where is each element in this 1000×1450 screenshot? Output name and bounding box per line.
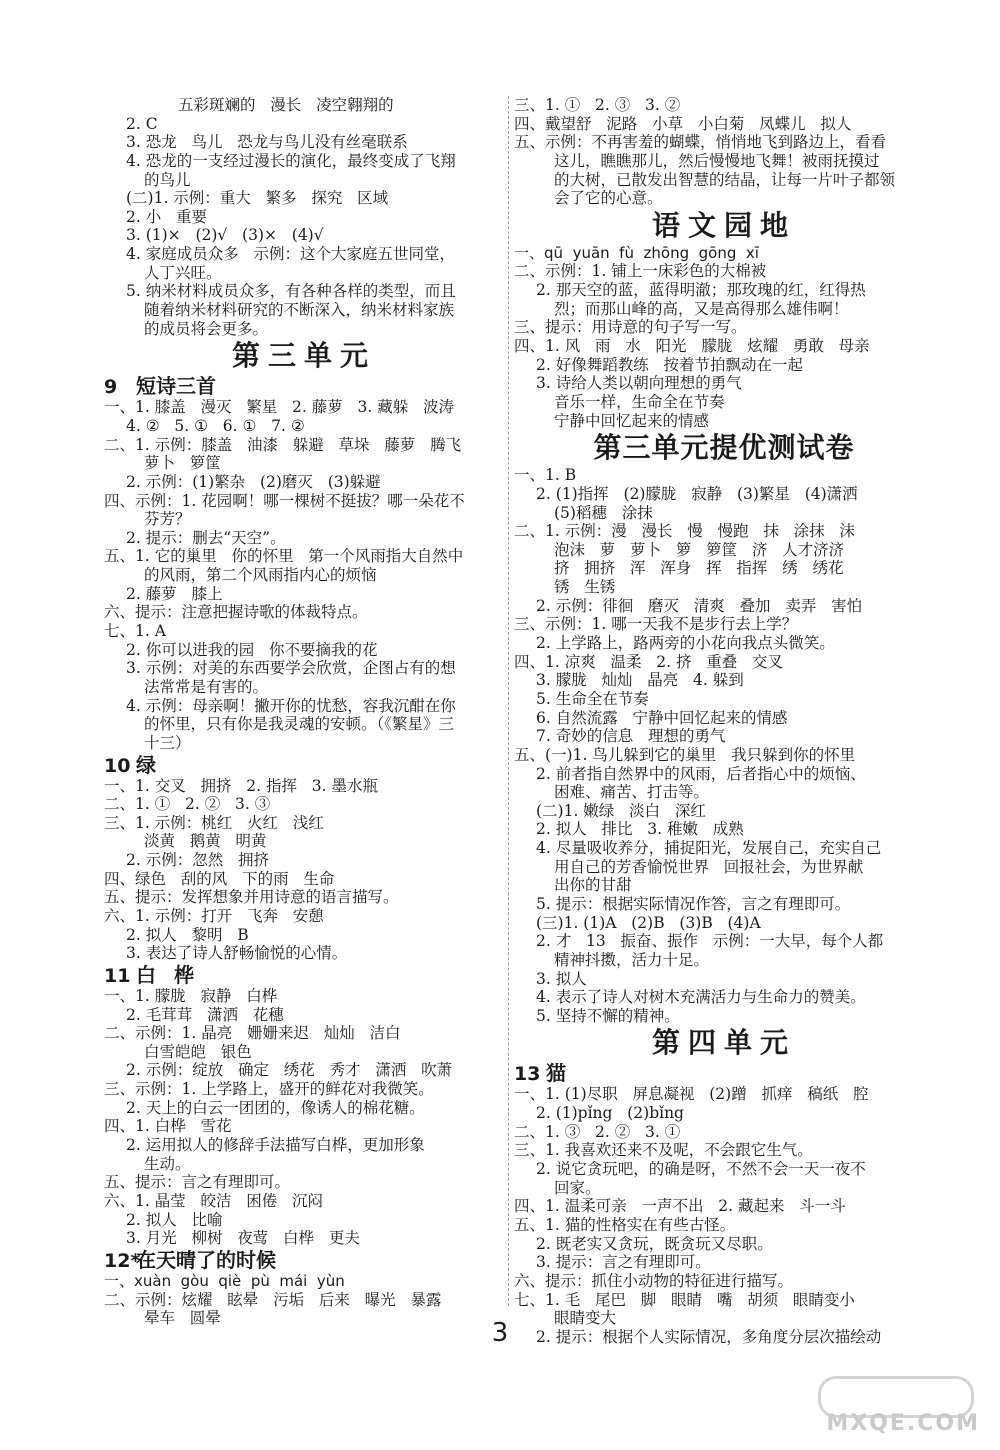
watermark-logo xyxy=(810,1376,980,1436)
answer-line: 三、提示：用诗意的句子写一写。 xyxy=(514,318,747,337)
answer-line: 锈 生锈 xyxy=(554,578,616,597)
section-heading: 第三单元 xyxy=(231,339,376,373)
answer-line: (5)稻穗 涂抹 xyxy=(554,503,653,522)
answer-line: 6. 自然流露 宁静中回忆起来的情感 xyxy=(536,708,788,727)
answer-line: 2. 既老实又贪玩，既贪玩又尽职。 xyxy=(536,1234,773,1253)
pinyin-answer-line: 一、xuàn gòu qiè pù mái yùn xyxy=(104,1271,345,1290)
lesson-number: 9 xyxy=(104,376,118,399)
answer-line: 2. 小 重要 xyxy=(126,207,207,226)
answer-line: 5. 坚持不懈的精神。 xyxy=(536,1006,680,1025)
lesson-title: 绿 xyxy=(136,752,156,777)
section-heading: 语文园地 xyxy=(651,208,796,242)
lesson-number: 13 xyxy=(514,1063,541,1086)
answer-line: 4. 家庭成员众多 示例：这个大家庭五世同堂， xyxy=(126,245,455,264)
answer-line: 出你的甘甜 xyxy=(554,876,632,895)
answer-line: 六、提示：注意把握诗歌的体裁特点。 xyxy=(104,603,368,622)
answer-line: 2. 前者指自然界中的风雨，后者指心中的烦恼、 xyxy=(536,764,866,783)
lesson-heading xyxy=(104,963,504,987)
lesson-title: 白桦 xyxy=(136,962,212,987)
answer-line: 用自己的芳香愉悦世界 回报社会，为世界献 xyxy=(554,857,864,876)
answer-line: 四、1. 白桦 雪花 xyxy=(104,1117,232,1136)
answer-line: 2. 示例：绽放 确定 绣花 秀才 潇洒 吹萧 xyxy=(126,1061,453,1080)
answer-line: 四、示例：1. 花园啊！哪一棵树不挺拔？哪一朵花不 xyxy=(104,491,465,510)
page-number: 3 xyxy=(491,1318,509,1348)
answer-line: 一、1. 膝盖 漫灭 繁星 2. 藤萝 3. 藏躲 波涛 xyxy=(104,398,455,417)
answer-line: 2. (1)pǐng (2)bǐng xyxy=(536,1104,684,1123)
answer-line: 3. 诗给人类以朝向理想的勇气 xyxy=(536,374,742,393)
answer-line: 2. 上学路上，路两旁的小花向我点头微笑。 xyxy=(536,634,835,653)
lesson-heading xyxy=(104,1248,504,1272)
answer-line: 挤 拥挤 浑 浑身 挥 指挥 绣 绣花 xyxy=(554,559,844,578)
answer-line: 2. (1)指挥 (2)朦胧 寂静 (3)繁星 (4)潇洒 xyxy=(536,484,858,503)
answer-line: 二、示例：1. 铺上一床彩色的大棉被 xyxy=(514,262,767,281)
answer-line: 四、1. 凉爽 温柔 2. 挤 重叠 交叉 xyxy=(514,652,784,671)
answer-line: 烈；而那山峰的高，又是高得那么雄伟啊！ xyxy=(554,299,849,318)
lesson-title: 在天晴了的时候 xyxy=(136,1247,276,1272)
answer-line: 7. 奇妙的信息 理想的勇气 xyxy=(536,727,726,746)
answer-line: 三、1. ① 2. ③ 3. ② xyxy=(514,96,681,114)
answer-line: 的成员将会更多。 xyxy=(144,319,269,338)
answer-line: 五、(一)1. 鸟儿躲到它的巢里 我只躲到你的怀里 xyxy=(514,745,856,764)
answer-line: 生动。 xyxy=(144,1154,191,1173)
answer-line: 5. 提示：根据实际情况作答，言之有理即可。 xyxy=(536,894,851,913)
answer-line: 的鸟儿 xyxy=(144,170,191,189)
answer-line: 2. 拟人 比喻 xyxy=(126,1210,223,1229)
answer-line: 2. 示例：(1)繁杂 (2)磨灭 (3)躲避 xyxy=(126,472,381,491)
answer-line: 萝卜 箩筐 xyxy=(144,454,221,473)
answer-line: 二、1. ③ 2. ② 3. ① xyxy=(514,1122,681,1141)
answer-line: 白雪皑皑 银色 xyxy=(144,1042,252,1061)
answer-line: 会了它的心意。 xyxy=(554,189,663,208)
answer-line: 二、1. 示例：膝盖 油漆 躲避 草垛 藤萝 腾飞 xyxy=(104,435,462,454)
lesson-heading xyxy=(104,374,504,398)
right-column xyxy=(514,96,934,1346)
lesson-heading xyxy=(514,1061,934,1085)
answer-line: 眼睛变大 xyxy=(554,1309,617,1328)
answer-line: 2. 提示：根据个人实际情况，多角度分层次描绘动 xyxy=(536,1327,882,1346)
lesson-number: 12* xyxy=(104,1249,141,1272)
answer-line: 七、1. 毛 尾巴 脚 眼睛 嘴 胡须 眼睛变小 xyxy=(514,1290,855,1309)
answer-line: 2. 拟人 排比 3. 稚嫩 成熟 xyxy=(536,820,744,839)
answer-line: 四、1. 风 雨 水 阳光 朦胧 炫耀 勇敢 母亲 xyxy=(514,337,870,356)
answer-line: 2. 才 13 振奋、振作 示例：一大早，每个人都 xyxy=(536,932,884,951)
answer-line: 音乐一样，生命全在节奏 xyxy=(554,392,725,411)
answer-line: 一、1. 交叉 拥挤 2. 指挥 3. 墨水瓶 xyxy=(104,776,378,795)
answer-line: 2. 示例：忽然 拥挤 xyxy=(126,851,269,870)
left-column xyxy=(104,96,504,1328)
answer-line: 2. 毛茸茸 潇洒 花穗 xyxy=(126,1005,284,1024)
section-heading: 第四单元 xyxy=(651,1026,796,1060)
answer-line: 三、1. 我喜欢还来不及呢，不会跟它生气。 xyxy=(514,1141,813,1160)
answer-line: 随着纳米材料研究的不断深入，纳米材料家族 xyxy=(144,301,455,320)
answer-line: 困难、痛苦、打击等。 xyxy=(554,783,710,802)
answer-line: 一、1. B xyxy=(514,466,577,485)
answer-line: 七、1. A xyxy=(104,622,166,641)
answer-line: 3. (1)× (2)√ (3)× (4)√ xyxy=(126,226,324,245)
answer-line: 2. 运用拟人的修辞手法描写白桦，更加形象 xyxy=(126,1136,425,1155)
column-divider xyxy=(508,96,509,1306)
answer-line: 2. 藤萝 膝上 xyxy=(126,584,223,603)
answer-line: 法常常是有害的。 xyxy=(144,677,269,696)
answer-line: 这儿，瞧瞧那儿，然后慢慢地飞舞！被雨抚摸过 xyxy=(554,151,880,170)
answer-line: 5. 生命全在节奏 xyxy=(536,689,649,708)
answer-line: 2. 天上的白云一团团的，像诱人的棉花糖。 xyxy=(126,1098,425,1117)
answer-line: 淡黄 鹅黄 明黄 xyxy=(144,832,267,851)
answer-line: 2. 那天空的蓝，蓝得明澈；那玫瑰的红，红得热 xyxy=(536,281,866,300)
answer-line: 五彩斑斓的 漫长 凌空翱翔的 xyxy=(178,96,394,114)
answer-line: (二)1. 嫩绿 淡白 深红 xyxy=(536,801,706,820)
answer-line: 三、示例：1. 上学路上，盛开的鲜花对我微笑。 xyxy=(104,1080,434,1099)
answer-line: 2. 好像舞蹈教练 按着节拍飘动在一起 xyxy=(536,355,803,374)
answer-line: 二、示例：1. 晶亮 姗姗来迟 灿灿 洁白 xyxy=(104,1024,401,1043)
answer-line: 的风雨，第二个风雨指内心的烦恼 xyxy=(144,566,377,585)
answer-line: 4. 恐龙的一支经过漫长的演化，最终变成了飞翔 xyxy=(126,151,456,170)
answer-line: 3. 表达了诗人舒畅愉悦的心情。 xyxy=(126,944,348,963)
answer-line: 二、1. 示例：漫 漫长 慢 慢跑 抹 涂抹 沫 xyxy=(514,522,855,541)
answer-line: 5. 纳米材料成员众多，有各种各样的类型，而且 xyxy=(126,282,456,301)
answer-line: 2. 你可以进我的园 你不要摘我的花 xyxy=(126,640,378,659)
answer-line: (二)1. 示例：重大 繁多 探究 区域 xyxy=(126,189,389,208)
pinyin-answer-line: 一、qū yuān fù zhōng gōng xī xyxy=(514,243,759,262)
answer-line: 二、示例：炫耀 眩晕 污垢 后来 曝光 暴露 xyxy=(104,1290,442,1309)
answer-line: 十三） xyxy=(144,733,191,752)
answer-line: 六、提示：抓住小动物的特征进行描写。 xyxy=(514,1271,794,1290)
answer-line: 人丁兴旺。 xyxy=(144,263,222,282)
answer-line: 三、示例：1. 哪一天我不是步行去上学？ xyxy=(514,615,798,634)
answer-line: 的大树，已散发出智慧的结晶，让每一片叶子都领 xyxy=(554,170,896,189)
answer-line: 3. 示例：对美的东西要学会欣赏，企图占有的想 xyxy=(126,659,456,678)
answer-line: 四、戴望舒 泥路 小草 小白菊 凤蝶儿 拟人 xyxy=(514,114,852,133)
lesson-title: 猫 xyxy=(546,1061,566,1086)
answer-line: 二、1. ① 2. ② 3. ③ xyxy=(104,795,271,814)
answer-line: 宁静中回忆起来的情感 xyxy=(554,411,710,430)
answer-line: 五、1. 它的巢里 你的怀里 第一个风雨指大自然中 xyxy=(104,547,464,566)
answer-line: 五、提示：发挥想象并用诗意的语言描写。 xyxy=(104,888,399,907)
answer-line: 六、1. 晶莹 皎洁 困倦 沉闷 xyxy=(104,1191,324,1210)
watermark-text: MXQE.COM xyxy=(826,1411,980,1436)
answer-line: 3. 提示：言之有理即可。 xyxy=(536,1253,711,1272)
answer-line: 4. 尽量吸收养分，捕捉阳光，发展自己，充实自己 xyxy=(536,839,882,858)
answer-line: 五、示例：不再害羞的蝴蝶，悄悄地飞到路边上，看看 xyxy=(514,133,887,152)
answer-line: 精神抖擞，活力十足。 xyxy=(554,950,710,969)
answer-line: 四、绿色 刮的风 下的雨 生命 xyxy=(104,869,335,888)
answer-line: 的怀里，只有你是我灵魂的安顿。（《繁星》三 xyxy=(144,715,455,734)
answer-line: 3. 拟人 xyxy=(536,969,587,988)
answer-line: 三、1. 示例：桃红 火红 浅红 xyxy=(104,813,324,832)
answer-line: 2. 说它贪玩吧，的确是呀，不然不会一天一夜不 xyxy=(536,1160,866,1179)
lesson-number: 11 xyxy=(104,964,131,987)
answer-line: 4. 表示了诗人对树木充满活力与生命力的赞美。 xyxy=(536,988,866,1007)
answer-line: 芬芳？ xyxy=(144,510,191,529)
answer-line: 2. 示例：徘徊 磨灭 清爽 叠加 卖弄 害怕 xyxy=(536,596,863,615)
answer-line: 3. 朦胧 灿灿 晶亮 4. 躲到 xyxy=(536,671,744,690)
answer-line: 一、1. 朦胧 寂静 白桦 xyxy=(104,986,278,1005)
answer-line: 回家。 xyxy=(554,1178,601,1197)
answer-line: 2. 拟人 黎明 B xyxy=(126,925,249,944)
section-heading: 第三单元提优测试卷 xyxy=(593,431,855,465)
answer-line: 2. C xyxy=(126,114,158,133)
lesson-number: 10 xyxy=(104,754,131,777)
answer-line: 晕车 圆晕 xyxy=(144,1309,221,1328)
answer-line: 四、1. 温柔可亲 一声不出 2. 藏起来 斗一斗 xyxy=(514,1197,846,1216)
lesson-title: 短诗三首 xyxy=(136,374,216,399)
answer-line: 4. 示例：母亲啊！撇开你的忧愁，容我沉酣在你 xyxy=(126,696,456,715)
answer-line: 泡沫 萝 萝卜 箩 箩筐 济 人才济济 xyxy=(554,540,845,559)
answer-line: 六、1. 示例：打开 飞奔 安憩 xyxy=(104,906,324,925)
answer-line: 2. 提示：删去“天空”。 xyxy=(126,528,286,547)
answer-line: 五、1. 猫的性格实在有些古怪。 xyxy=(514,1215,736,1234)
answer-line: (三)1. (1)A (2)B (3)B (4)A xyxy=(536,913,761,932)
lesson-heading xyxy=(104,753,504,777)
answer-line: 一、1. (1)尽职 屏息凝视 (2)蹭 抓痒 稿纸 腔 xyxy=(514,1085,869,1104)
answer-line: 4. ② 5. ① 6. ① 7. ② xyxy=(126,416,305,435)
answer-line: 五、提示：言之有理即可。 xyxy=(104,1173,291,1192)
answer-line: 3. 月光 柳树 夜莺 白桦 更夫 xyxy=(126,1229,360,1248)
answer-line: 3. 恐龙 鸟儿 恐龙与鸟儿没有丝毫联系 xyxy=(126,133,408,152)
